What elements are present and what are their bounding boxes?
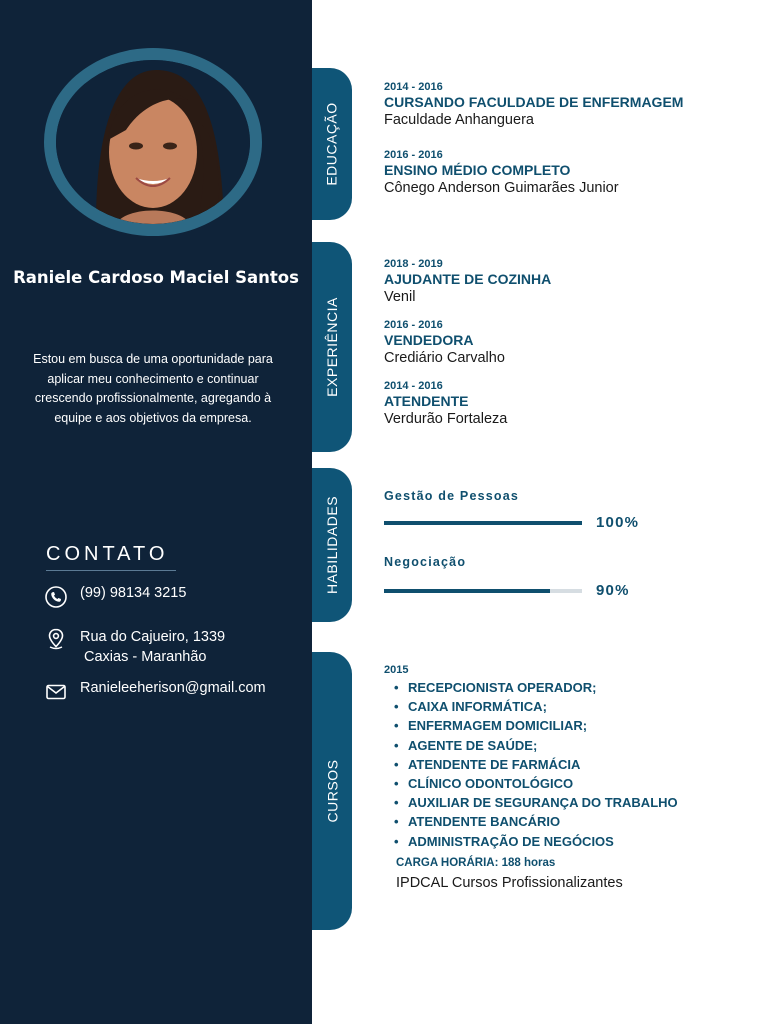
entry-period: 2014 - 2016 bbox=[384, 81, 443, 93]
experience-entry bbox=[384, 319, 754, 366]
entry-period: 2014 - 2016 bbox=[384, 380, 443, 392]
skill-percent: 90% bbox=[596, 582, 630, 599]
entry-title: ENSINO MÉDIO COMPLETO bbox=[384, 162, 571, 178]
contact-address bbox=[44, 627, 225, 667]
experience-entry bbox=[384, 380, 754, 427]
courses-block bbox=[384, 664, 754, 891]
entry-title: VENDEDORA bbox=[384, 332, 474, 348]
phone-number: (99) 98134 3215 bbox=[80, 585, 187, 601]
email-address: Ranieleeherison@gmail.com bbox=[80, 680, 266, 696]
contact-heading: CONTATO bbox=[46, 543, 169, 565]
entry-place: Verdurão Fortaleza bbox=[384, 411, 508, 427]
list-item: • RECEPCIONISTA OPERADOR; bbox=[384, 678, 754, 697]
experience-entry bbox=[384, 258, 754, 305]
candidate-name: Raniele Cardoso Maciel Santos bbox=[13, 268, 299, 287]
skill-name: Negociação bbox=[384, 555, 467, 569]
address-line-1: Rua do Cajueiro, 1339 bbox=[80, 629, 226, 645]
skill-percent: 100% bbox=[596, 514, 640, 531]
contact-phone bbox=[44, 585, 186, 609]
entry-period: 2018 - 2019 bbox=[384, 258, 443, 270]
tab-skills bbox=[312, 468, 352, 622]
contact-heading-underline bbox=[46, 570, 176, 571]
profile-summary: Estou em busca de uma oportunidade para aplicar meu conhecimento e continuar crescendo profissionalmente, agregando à equipe e aos objetivos da empresa. bbox=[33, 352, 273, 425]
location-pin-icon bbox=[44, 627, 68, 651]
address-line-2: Caxias - Maranhão bbox=[84, 649, 207, 665]
list-item: • CLÍNICO ODONTOLÓGICO bbox=[384, 774, 754, 793]
entry-title: ATENDENTE bbox=[384, 393, 469, 409]
tab-courses-label: CURSOS bbox=[324, 759, 340, 823]
list-item: • CAIXA INFORMÁTICA; bbox=[384, 697, 754, 716]
skill-name: Gestão de Pessoas bbox=[384, 489, 520, 503]
entry-period: 2016 - 2016 bbox=[384, 149, 443, 161]
sidebar bbox=[0, 0, 312, 1024]
skill-bar-fill bbox=[384, 589, 550, 593]
profile-photo-image bbox=[56, 60, 250, 224]
phone-icon bbox=[44, 585, 68, 609]
list-item: • ENFERMAGEM DOMICILIAR; bbox=[384, 716, 754, 735]
entry-period: 2016 - 2016 bbox=[384, 319, 443, 331]
tab-experience bbox=[312, 242, 352, 452]
courses-year: 2015 bbox=[384, 664, 409, 676]
entry-title: AJUDANTE DE COZINHA bbox=[384, 271, 552, 287]
tab-education bbox=[312, 68, 352, 220]
list-item: • ADMINISTRAÇÃO DE NEGÓCIOS bbox=[384, 832, 754, 851]
skill-bar bbox=[384, 521, 582, 525]
contact-email bbox=[44, 680, 266, 704]
list-item: • AUXILIAR DE SEGURANÇA DO TRABALHO bbox=[384, 793, 754, 812]
education-entry bbox=[384, 81, 754, 128]
list-item: • ATENDENTE BANCÁRIO bbox=[384, 812, 754, 831]
skill-bar-fill bbox=[384, 521, 582, 525]
tab-courses bbox=[312, 652, 352, 930]
mail-icon bbox=[44, 680, 68, 704]
skill-bar bbox=[384, 589, 582, 593]
list-item: • AGENTE DE SAÚDE; bbox=[384, 736, 754, 755]
course-school: IPDCAL Cursos Profissionalizantes bbox=[396, 874, 623, 891]
education-entry bbox=[384, 149, 754, 196]
entry-place: Crediário Carvalho bbox=[384, 350, 505, 366]
entry-title: CURSANDO FACULDADE DE ENFERMAGEM bbox=[384, 94, 684, 110]
profile-photo bbox=[56, 60, 250, 224]
entry-place: Faculdade Anhanguera bbox=[384, 112, 534, 128]
entry-place: Cônego Anderson Guimarães Junior bbox=[384, 180, 619, 196]
tab-education-label: EDUCAÇÃO bbox=[324, 102, 341, 186]
course-hours: CARGA HORÁRIA: 188 horas bbox=[396, 856, 556, 869]
list-item: • ATENDENTE DE FARMÁCIA bbox=[384, 755, 754, 774]
entry-place: Venil bbox=[384, 289, 416, 305]
tab-skills-label: HABILIDADES bbox=[324, 495, 340, 595]
courses-list bbox=[384, 678, 754, 851]
tab-experience-label: EXPERIÊNCIA bbox=[324, 297, 341, 397]
